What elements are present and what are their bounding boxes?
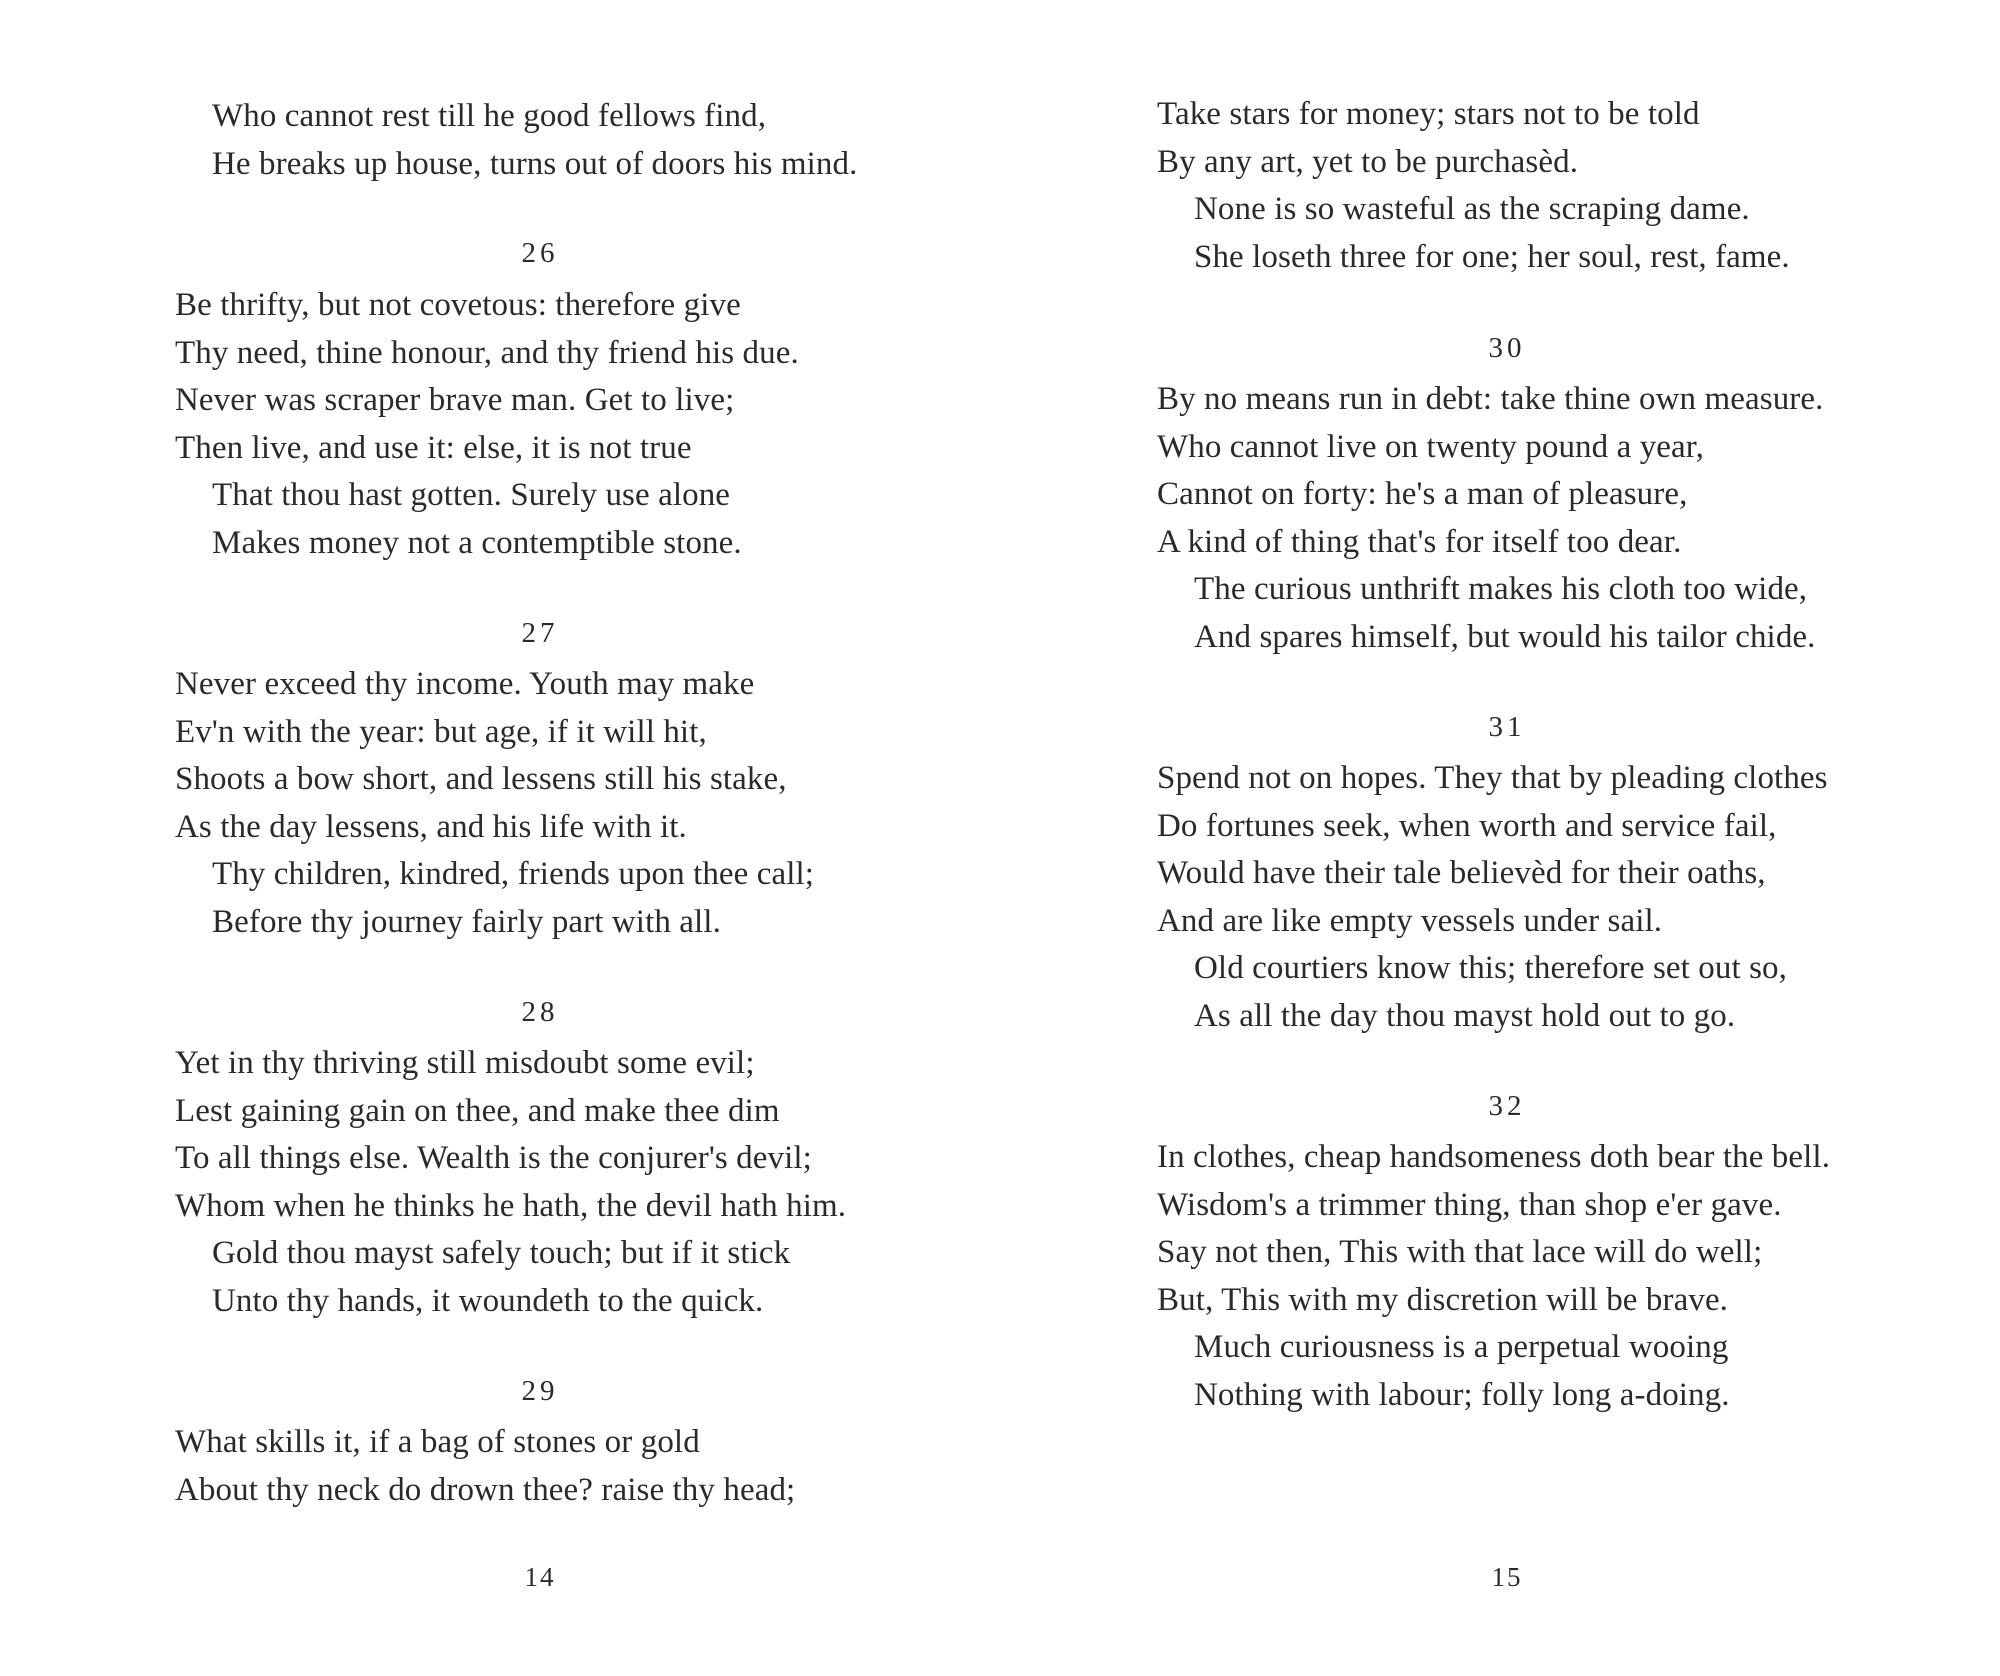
verse-line: Yet in thy thriving still misdoubt some evil;	[175, 1045, 755, 1081]
stanza-number: 32	[1488, 1090, 1526, 1122]
verse-line: Cannot on forty: he's a man of pleasure,	[1157, 476, 1688, 512]
right-page	[1157, 0, 1957, 1676]
verse-line: Gold thou mayst safely touch; but if it stick	[212, 1235, 791, 1271]
verse-line: Wisdom's a trimmer thing, than shop e'er gave.	[1157, 1186, 1782, 1223]
verse-line: Then live, and use it: else, it is not true	[175, 429, 692, 466]
verse-line: None is so wasteful as the scraping dame.	[1194, 191, 1750, 227]
verse-line: In clothes, cheap handsomeness doth bear the bell.	[1157, 1139, 1831, 1175]
verse-line: And are like empty vessels under sail.	[1157, 902, 1663, 939]
verse-line: As the day lessens, and his life with it.	[175, 808, 687, 845]
verse-line: Thy need, thine honour, and thy friend his due.	[175, 334, 799, 371]
stanza-number: 26	[521, 237, 559, 269]
verse-line: Take stars for money; stars not to be told	[1157, 96, 1700, 132]
stanza-number: 28	[521, 996, 559, 1028]
stanza-29	[175, 1419, 795, 1514]
verse-line: Nothing with labour; folly long a-doing.	[1194, 1376, 1730, 1413]
verse-line: Much curiousness is a perpetual wooing	[1194, 1329, 1729, 1365]
verse-line: Lest gaining gain on thee, and make thee dim	[175, 1092, 780, 1129]
stanza-28	[175, 1040, 846, 1325]
verse-line: By no means run in debt: take thine own measure.	[1157, 381, 1824, 417]
verse-line: Unto thy hands, it woundeth to the quick.	[212, 1282, 764, 1319]
stanza-26	[175, 282, 799, 567]
verse-line: About thy neck do drown thee? raise thy head;	[175, 1471, 796, 1508]
verse-line: A kind of thing that's for itself too dear.	[1157, 523, 1682, 560]
stanza-number: 27	[521, 617, 559, 649]
left-page	[175, 0, 975, 1676]
verse-line: Ev'n with the year: but age, if it will hit,	[175, 713, 707, 750]
verse-line: Spend not on hopes. They that by pleading clothes	[1157, 760, 1828, 796]
verse-line: He breaks up house, turns out of doors his mind.	[212, 145, 858, 182]
verse-line: And spares himself, but would his tailor chide.	[1194, 618, 1816, 655]
page-number: 15	[1491, 1562, 1523, 1592]
verse-line: Never exceed thy income. Youth may make	[175, 666, 755, 702]
verse-line: What skills it, if a bag of stones or gold	[175, 1424, 700, 1460]
verse-line: Before thy journey fairly part with all.	[212, 903, 721, 940]
verse-line: Thy children, kindred, friends upon thee call;	[212, 856, 815, 892]
verse-line: Say not then, This with that lace will do well;	[1157, 1234, 1763, 1270]
verse-line: The curious unthrift makes his cloth too wide,	[1194, 571, 1808, 607]
verse-line: By any art, yet to be purchasèd.	[1157, 143, 1579, 180]
stanza-30	[1157, 376, 1823, 661]
stanza-number: 30	[1488, 332, 1526, 364]
verse-line: Would have their tale believèd for their oaths,	[1157, 855, 1766, 891]
verse-line: Never was scraper brave man. Get to live;	[175, 382, 735, 418]
verse-line: To all things else. Wealth is the conjurer's devil;	[175, 1140, 812, 1176]
verse-line: Be thrifty, but not covetous: therefore give	[175, 287, 741, 323]
verse-line: But, This with my discretion will be brave.	[1157, 1281, 1729, 1318]
stanza-31	[1157, 755, 1828, 1040]
verse-line: Who cannot live on twenty pound a year,	[1157, 428, 1704, 465]
verse-line: Who cannot rest till he good fellows find,	[212, 98, 767, 134]
stanza-number: 31	[1488, 711, 1526, 743]
verse-line: That thou hast gotten. Surely use alone	[212, 477, 731, 513]
stanza-number: 29	[521, 1375, 559, 1407]
stanza-27	[175, 661, 814, 946]
left-opening-lines	[175, 93, 857, 188]
stanza-32	[1157, 1134, 1830, 1419]
page-number: 14	[524, 1562, 556, 1592]
verse-line: Shoots a bow short, and lessens still his stake,	[175, 761, 787, 797]
verse-line: Do fortunes seek, when worth and service fail,	[1157, 807, 1777, 844]
verse-line: Whom when he thinks he hath, the devil hath him.	[175, 1187, 847, 1224]
verse-line: She loseth three for one; her soul, rest, fame.	[1194, 238, 1790, 275]
verse-line: Old courtiers know this; therefore set out so,	[1194, 950, 1787, 986]
right-opening-lines	[1157, 91, 1790, 281]
verse-line: Makes money not a contemptible stone.	[212, 524, 742, 561]
verse-line: As all the day thou mayst hold out to go.	[1194, 997, 1736, 1034]
